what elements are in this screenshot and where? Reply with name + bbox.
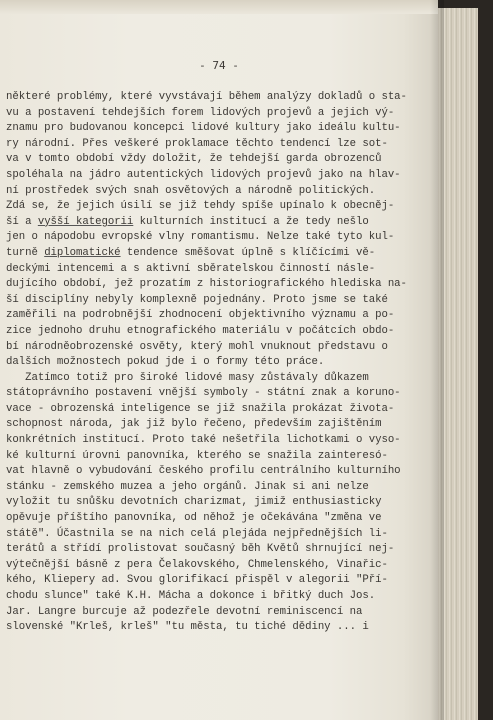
text-line: ší a vyšší kategorii kulturních institucí a že tedy nešlo xyxy=(6,215,369,228)
underlined-phrase: diplomatické xyxy=(44,246,121,259)
text-line: chodu slunce" také K.H. Mácha a dokonce i břitký duch Jos. xyxy=(6,590,376,602)
text-line: schopnost národa, jak již bylo řečeno, především zajištěním xyxy=(6,418,382,431)
text-line: deckými intencemi a s aktivní sběratelskou činností násle- xyxy=(6,262,376,275)
text-line: terátů a střídí prolistovat současný běh Květů shrnující nej- xyxy=(6,543,395,556)
text-line: dalších možnostech pokud jde i o formy této práce. xyxy=(6,356,325,369)
gutter-shadow xyxy=(430,0,444,720)
text-line: státě". Účastnila se na nich celá plejáda nejpřednějších li- xyxy=(6,527,388,540)
page-top-shadow xyxy=(0,0,438,14)
text-line: výtečnější básně z pera Čelakovského, Chmelenského, Vinařic- xyxy=(6,558,388,571)
text-line: va v tomto období vždy doložit, že tehdejší garda obrozenců xyxy=(6,153,382,166)
text-line: znamu pro budovanou koncepci lidové kultury jako ideálu kultu- xyxy=(6,122,401,135)
text-line: konkrétních institucí. Proto také nešetřila lichotkami o vyso- xyxy=(6,434,401,447)
text-line: kého, Kliepery ad. Svou glorifikací přispěl v alegorii "Pří- xyxy=(6,574,388,587)
book-page-edges xyxy=(438,8,478,720)
text-line: Zdá se, že jejich úsilí se již tehdy spíše upínalo k obecněj- xyxy=(6,200,395,213)
text-line: ší disciplíny nebyly komplexně pojednány. Proto jsme se také xyxy=(6,293,388,306)
text-line: vat hlavně o vybudování českého profilu centrálního kulturního xyxy=(6,465,401,478)
text-line: turně diplomatické tendence směšovat úplně s klíčícími vě- xyxy=(6,246,376,259)
text-line: některé problémy, které vyvstávají během analýzy dokladů o sta- xyxy=(6,91,407,103)
text-line: bí národněobrozenské osvěty, který mohl vnuknout představu o xyxy=(6,340,388,353)
text-line: spoléhala na jádro autentických lidových projevů jako na hlav- xyxy=(6,168,401,181)
text-line: vu a postavení tehdejších forem lidových projevů a jejich vý- xyxy=(6,106,395,119)
text-line: ní prostředek svých snah osvětových a národně politických. xyxy=(6,184,376,197)
text-line: dujícího období, jež prozatím z historiografického hlediska na- xyxy=(6,278,407,291)
text-line: jen o nápodobu evropské vlny romantismu. Nelze také tyto kul- xyxy=(6,231,395,244)
text-line: státoprávního postavení vnější symboly - státní znak a koruno- xyxy=(6,387,401,400)
text-line: zaměřili na podrobnější zhodnocení objektivního významu a po- xyxy=(6,309,395,322)
underlined-phrase: vyšší kategorii xyxy=(37,215,134,228)
text-line: opěvuje příštího panovníka, od něhož je očekávána "změna ve xyxy=(6,512,382,525)
text-line: slovenské "Krleš, krleš" "tu města, tu tiché dědiny ... i xyxy=(6,621,369,634)
text-line: ké kulturní úrovni panovníka, kterého se snažila zainteresó- xyxy=(6,449,388,462)
text-line: stánku - zemského muzea a jeho orgánů. Jinak si ani nelze xyxy=(6,480,369,493)
text-line: ry národní. Přes veškeré proklamace těchto tendencí lze sot- xyxy=(6,137,388,150)
text-line: vace - obrozenská inteligence se již snažila prokázat života- xyxy=(6,402,395,415)
text-line: Jar. Langre burcuje až podezřele devotní reminiscencí na xyxy=(6,605,363,618)
text-line: zice jednoho druhu etnografického materiálu v počátcích obdo- xyxy=(6,324,395,337)
body-text xyxy=(6,90,407,636)
text-line: vyložit tu snůšku devotních charizmat, jimiž enthusiasticky xyxy=(6,496,382,509)
page-number: - 74 - xyxy=(199,59,239,72)
text-line: Zatímco totiž pro široké lidové masy zůstávaly důkazem xyxy=(6,371,369,384)
